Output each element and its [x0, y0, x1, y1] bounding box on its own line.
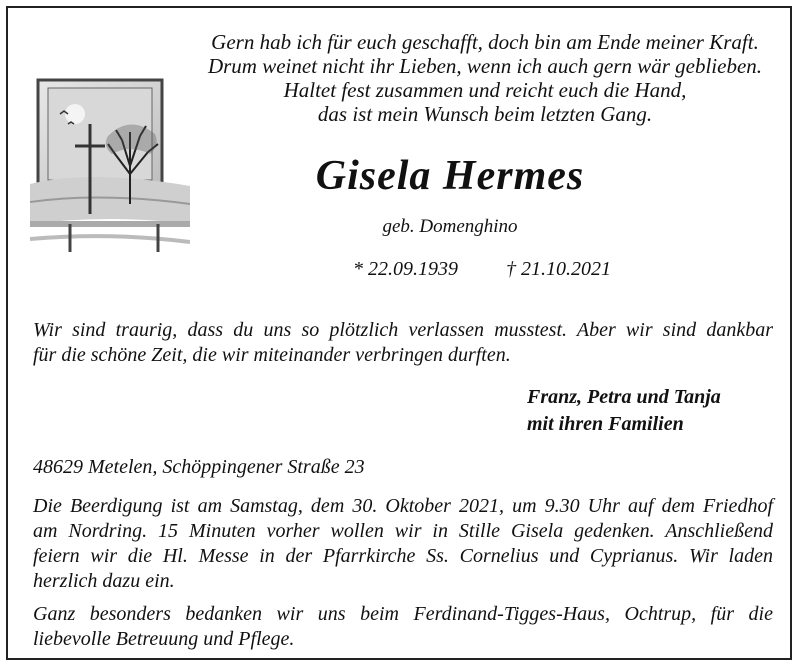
address: 48629 Metelen, Schöppingener Straße 23 — [33, 456, 365, 478]
deceased-name: Gisela Hermes — [315, 153, 585, 199]
thanks-line: liebevolle Betreuung und Pflege. — [33, 628, 295, 650]
death-date: † 21.10.2021 — [506, 258, 611, 280]
tree-cross-illustration — [30, 74, 190, 254]
birth-date: * 22.09.1939 — [353, 258, 458, 280]
thanks-line: Ganz besonders bedanken wir uns beim Ferdinand-Tigges-Haus, Ochtrup, für die — [33, 603, 773, 625]
signature-line: mit ihren Familien — [527, 413, 684, 435]
funeral-line: Die Beerdigung ist am Samstag, dem 30. Oktober 2021, um 9.30 Uhr auf dem Friedhof — [33, 495, 773, 517]
thanks-paragraph — [33, 602, 773, 652]
funeral-line: feiern wir die Hl. Messe in der Pfarrkirche Ss. Cornelius und Cyprianus. Wir laden — [33, 545, 773, 567]
message-line: für die schöne Zeit, die wir miteinander verbringen durften. — [33, 344, 511, 366]
funeral-paragraph — [33, 494, 773, 594]
poem-line: Drum weinet nicht ihr Lieben, wenn ich auch gern wär geblieben. — [207, 54, 763, 78]
poem-line: Haltet fest zusammen und reicht euch die Hand, — [283, 78, 687, 102]
message-paragraph — [33, 318, 773, 368]
poem-line: Gern hab ich für euch geschafft, doch bin am Ende meiner Kraft. — [211, 30, 759, 54]
message-line: Wir sind traurig, dass du uns so plötzlich verlassen musstest. Aber wir sind dankbar — [33, 319, 773, 341]
birth-name: geb. Domenghino — [382, 216, 518, 237]
poem-line: das ist mein Wunsch beim letzten Gang. — [317, 102, 653, 126]
funeral-line: herzlich dazu ein. — [33, 570, 175, 592]
funeral-line: am Nordring. 15 Minuten vorher wollen wir in Stille Gisela gedenken. Anschließend — [33, 520, 773, 542]
signature-line: Franz, Petra und Tanja — [527, 386, 721, 408]
signature — [527, 384, 721, 438]
memorial-poem — [170, 30, 800, 126]
